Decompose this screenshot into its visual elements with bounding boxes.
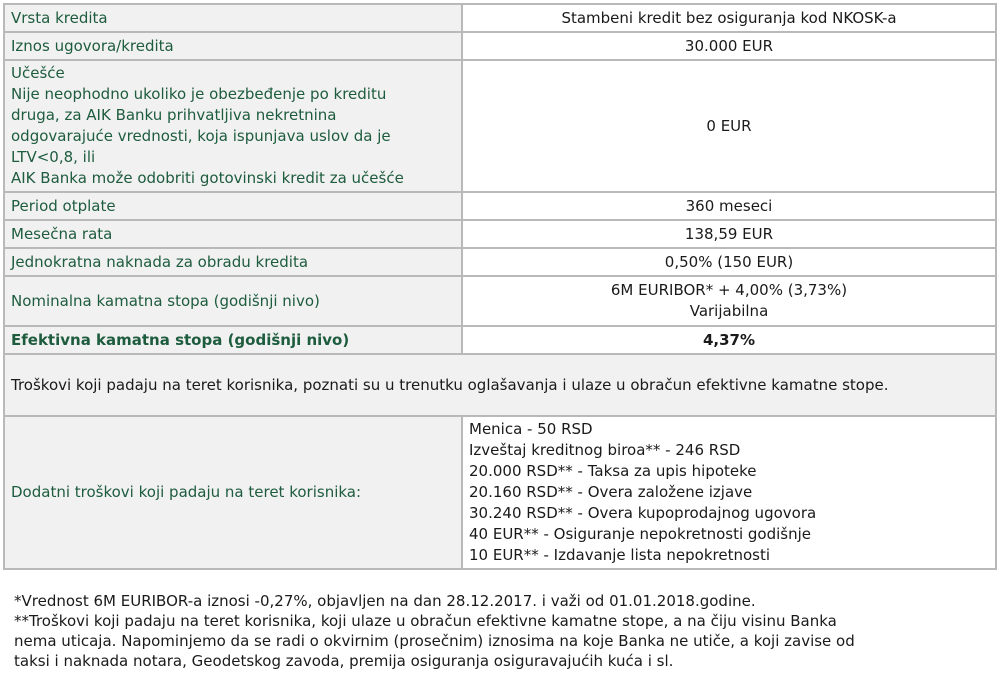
row-value: 30.000 EUR xyxy=(462,32,996,60)
value-line: 6M EURIBOR* + 4,00% (3,73%) xyxy=(610,281,848,299)
footnote-costs-cont: nema uticaja. Napominjemo da se radi o okvirnim (prosečnim) iznosima na koje Banka ne utiče, a koji zavise od xyxy=(14,632,855,650)
nominal-rate-value xyxy=(462,276,996,326)
additional-costs-list xyxy=(462,416,996,569)
footnote-euribor: *Vrednost 6M EURIBOR-a iznosi -0,27%, objavljen na dan 28.12.2017. i važi od 01.01.2018.godine. xyxy=(14,592,756,610)
footnote-costs: **Troškovi koji padaju na teret korisnika, koji ulaze u obračun efektivne kamatne stope, a na čiju visinu Banka xyxy=(14,612,837,630)
footnote-costs-cont: taksi i naknada notara, Geodetskog zavoda, premija osiguranja osiguravajućih kuća i sl. xyxy=(14,652,674,670)
footnotes xyxy=(14,591,974,671)
label-line: odgovarajuće vrednosti, koja ispunjava uslov da je xyxy=(11,127,391,145)
row-value: 138,59 EUR xyxy=(462,220,996,248)
table-row xyxy=(4,4,996,32)
table-row xyxy=(4,60,996,192)
table-row xyxy=(4,192,996,220)
label-line: Nije neophodno ukoliko je obezbeđenje po kreditu xyxy=(11,85,387,103)
cost-item: 30.240 RSD** - Overa kupoprodajnog ugovora xyxy=(469,504,817,522)
row-value: Stambeni kredit bez osiguranja kod NKOSK-a xyxy=(462,4,996,32)
table-row xyxy=(4,354,996,416)
row-label: Jednokratna naknada za obradu kredita xyxy=(4,248,462,276)
row-value: 0,50% (150 EUR) xyxy=(462,248,996,276)
label-line: Učešće xyxy=(11,64,65,82)
row-label: Mesečna rata xyxy=(4,220,462,248)
label-line: AIK Banka može odobriti gotovinski kredit za učešće xyxy=(11,169,404,187)
cost-item: 40 EUR** - Osiguranje nepokretnosti godišnje xyxy=(469,525,812,543)
row-label: Vrsta kredita xyxy=(4,4,462,32)
cost-item: 20.160 RSD** - Overa založene izjave xyxy=(469,483,753,501)
down-payment-label xyxy=(4,60,462,192)
cost-item: 10 EUR** - Izdavanje lista nepokretnosti xyxy=(469,546,771,564)
table-row xyxy=(4,276,996,326)
table-row xyxy=(4,32,996,60)
additional-costs-label: Dodatni troškovi koji padaju na teret korisnika: xyxy=(4,416,462,569)
costs-notice: Troškovi koji padaju na teret korisnika, poznati su u trenutku oglašavanja i ulaze u obračun efektivne kamatne stope. xyxy=(4,354,996,416)
value-line: Varijabilna xyxy=(689,302,769,320)
label-line: LTV<0,8, ili xyxy=(11,148,96,166)
row-label: Nominalna kamatna stopa (godišnji nivo) xyxy=(4,276,462,326)
cost-item: Menica - 50 RSD xyxy=(469,420,593,438)
effective-rate-value: 4,37% xyxy=(462,326,996,354)
table-row xyxy=(4,326,996,354)
table-row xyxy=(4,416,996,569)
row-label: Efektivna kamatna stopa (godišnji nivo) xyxy=(4,326,462,354)
label-line: druga, za AIK Banku prihvatljiva nekretnina xyxy=(11,106,337,124)
row-label: Period otplate xyxy=(4,192,462,220)
cost-item: 20.000 RSD** - Taksa za upis hipoteke xyxy=(469,462,757,480)
cost-item: Izveštaj kreditnog biroa** - 246 RSD xyxy=(469,441,741,459)
row-value: 0 EUR xyxy=(462,60,996,192)
loan-details-table xyxy=(3,3,997,570)
row-label: Iznos ugovora/kredita xyxy=(4,32,462,60)
row-value: 360 meseci xyxy=(462,192,996,220)
table-row xyxy=(4,248,996,276)
table-row xyxy=(4,220,996,248)
